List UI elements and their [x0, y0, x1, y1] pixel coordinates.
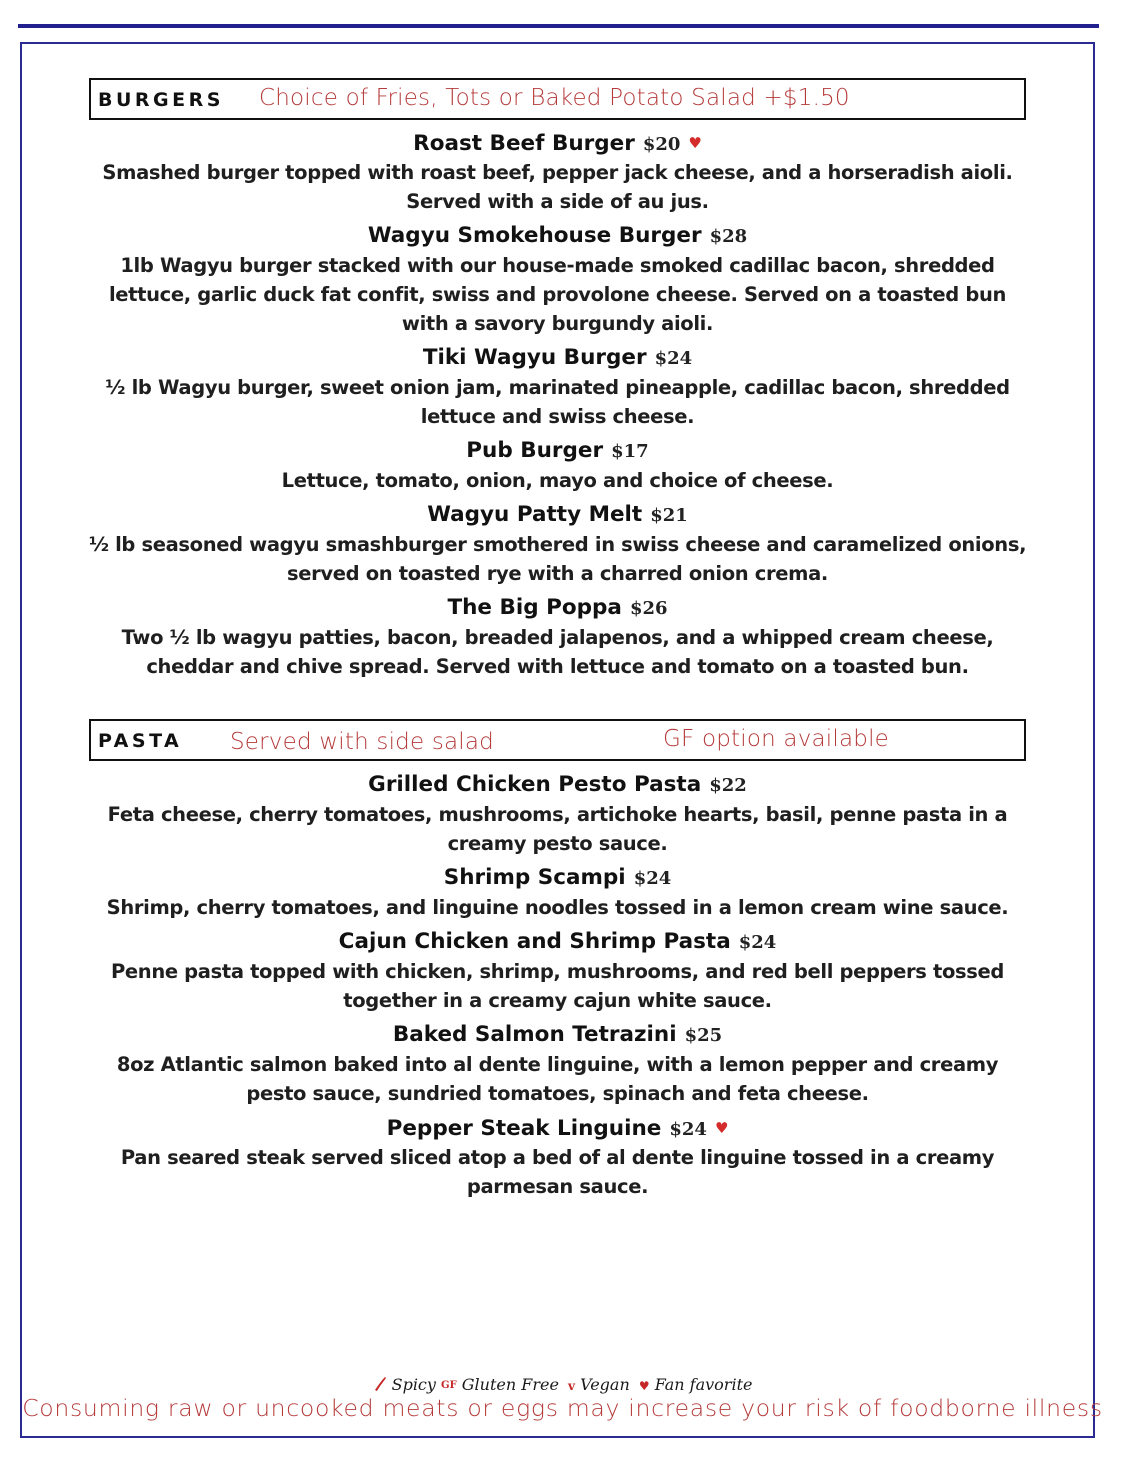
menu-item-the-big-poppa	[80, 593, 1035, 681]
item-price: $17	[611, 441, 649, 462]
item-description-line: Shrimp, cherry tomatoes, and linguine noodles tossed in a lemon cream wine sauce.	[106, 896, 1009, 919]
item-price: $25	[684, 1025, 723, 1046]
item-price: $24	[738, 932, 777, 953]
menu-item-roast-beef-burger	[80, 128, 1035, 216]
item-price: $26	[629, 598, 668, 619]
pasta-section-header	[89, 719, 1026, 761]
menu-item-wagyu-patty-melt	[80, 500, 1035, 588]
top-rule	[18, 24, 1099, 28]
pasta-section-note: Served with side salad	[230, 729, 494, 755]
item-description-line: creamy pesto sauce.	[447, 832, 668, 855]
item-name: Baked Salmon Tetrazini	[392, 1022, 677, 1047]
burgers-list	[80, 128, 1035, 681]
heart-icon: ♥	[688, 134, 702, 152]
item-description-line: Lettuce, tomato, onion, mayo and choice of cheese.	[281, 469, 834, 492]
heart-icon: ♥	[714, 1119, 729, 1137]
item-name: Shrimp Scampi	[443, 865, 626, 890]
legend-vegan: Vegan	[580, 1375, 630, 1394]
item-price: $24	[633, 868, 672, 889]
legend-spicy: Spicy	[391, 1375, 436, 1394]
item-description-line: with a savory burgundy aioli.	[401, 312, 714, 335]
burgers-section-note: Choice of Fries, Tots or Baked Potato Salad +$1.50	[259, 85, 850, 111]
heart-icon: ♥	[638, 1379, 650, 1393]
item-description-line: Feta cheese, cherry tomatoes, mushrooms, artichoke hearts, basil, penne pasta in a	[107, 803, 1008, 826]
item-description-line: served on toasted rye with a charred onion crema.	[287, 562, 828, 585]
item-price: $24	[654, 348, 693, 369]
item-description-line: cheddar and chive spread. Served with lettuce and tomato on a toasted bun.	[146, 655, 969, 678]
item-price: $24	[669, 1119, 707, 1140]
menu-item-tiki-wagyu-burger	[80, 343, 1035, 431]
item-price: $28	[709, 226, 748, 247]
gf-icon: GF	[441, 1380, 457, 1391]
menu-item-pub-burger	[80, 436, 1035, 495]
item-name: Roast Beef Burger	[413, 131, 635, 156]
item-price: $22	[709, 775, 747, 796]
item-name: Cajun Chicken and Shrimp Pasta	[338, 929, 731, 954]
legend-fan-favorite: Fan favorite	[654, 1375, 753, 1394]
item-description-line: Penne pasta topped with chicken, shrimp, mushrooms, and red bell peppers tossed	[110, 960, 1005, 983]
vegan-icon: v	[568, 1379, 576, 1393]
dietary-legend	[0, 1375, 1125, 1394]
item-description-line: ½ lb Wagyu burger, sweet onion jam, marinated pineapple, cadillac bacon, shredded	[105, 376, 1010, 399]
item-description-line: 8oz Atlantic salmon baked into al dente linguine, with a lemon pepper and creamy	[116, 1053, 999, 1076]
item-name: The Big Poppa	[447, 595, 622, 620]
burgers-section-header	[89, 78, 1026, 120]
item-description-line: pesto sauce, sundried tomatoes, spinach and feta cheese.	[246, 1082, 869, 1105]
item-name: Tiki Wagyu Burger	[422, 345, 647, 370]
item-name: Wagyu Patty Melt	[427, 502, 643, 527]
legend-gluten-free: Gluten Free	[461, 1375, 559, 1394]
item-price: $21	[650, 505, 688, 526]
item-name: Wagyu Smokehouse Burger	[367, 223, 702, 248]
item-description-line: parmesan sauce.	[466, 1175, 649, 1198]
menu-item-shrimp-scampi	[80, 863, 1035, 922]
item-description-line: lettuce, garlic duck fat confit, swiss and provolone cheese. Served on a toasted bun	[108, 283, 1007, 306]
item-name: Grilled Chicken Pesto Pasta	[368, 772, 702, 797]
item-description-line: Pan seared steak served sliced atop a bed of al dente linguine tossed in a creamy	[120, 1146, 995, 1169]
item-price: $20	[642, 134, 681, 155]
item-name: Pub Burger	[466, 438, 604, 463]
pasta-list	[80, 770, 1035, 1201]
food-safety-warning: Consuming raw or uncooked meats or eggs may increase your risk of foodborne illness	[22, 1394, 1103, 1422]
burgers-section-title: BURGERS	[98, 89, 224, 111]
chili-icon	[373, 1375, 392, 1394]
item-description-line: lettuce and swiss cheese.	[420, 405, 695, 428]
menu-item-pepper-steak-linguine	[80, 1113, 1035, 1201]
item-description-line: Two ½ lb wagyu patties, bacon, breaded jalapenos, and a whipped cream cheese,	[121, 626, 994, 649]
pasta-section-title: PASTA	[98, 730, 183, 752]
pasta-gf-note: GF option available	[663, 726, 890, 752]
item-description-line: ½ lb seasoned wagyu smashburger smothered in swiss cheese and caramelized onions,	[88, 533, 1027, 556]
item-description-line: Served with a side of au jus.	[406, 190, 709, 213]
item-description-line: Smashed burger topped with roast beef, pepper jack cheese, and a horseradish aioli.	[102, 161, 1013, 184]
menu-item-baked-salmon-tetrazini	[80, 1020, 1035, 1108]
menu-item-wagyu-smokehouse-burger	[80, 221, 1035, 338]
menu-item-cajun-chicken-and-shrimp-pasta	[80, 927, 1035, 1015]
item-description-line: together in a creamy cajun white sauce.	[343, 989, 772, 1012]
menu-item-grilled-chicken-pesto-pasta	[80, 770, 1035, 858]
item-name: Pepper Steak Linguine	[386, 1116, 662, 1141]
item-description-line: 1lb Wagyu burger stacked with our house-made smoked cadillac bacon, shredded	[120, 254, 995, 277]
